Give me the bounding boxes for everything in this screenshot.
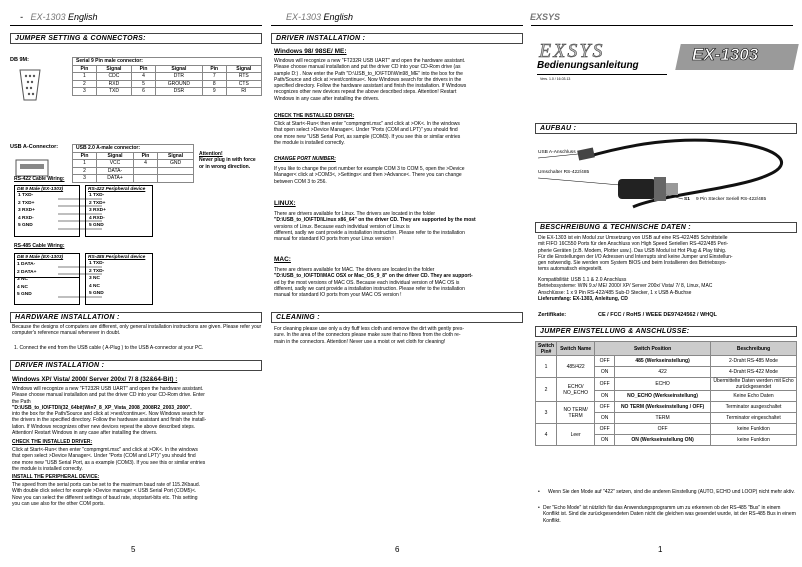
beschreibung-heading: BESCHREIBUNG & TECHNISCHE DATEN : — [535, 222, 797, 233]
text-line: different, sadly we cant provide a installation instruction. Please refer to the installation — [274, 229, 465, 236]
cell: 4 — [132, 73, 156, 81]
manual-title-rule — [537, 74, 667, 75]
install-peripheral-title: INSTALL THE PERIPHERAL DEVICE: — [12, 474, 100, 480]
cell — [133, 175, 157, 183]
table-row — [73, 80, 262, 88]
text-line: that open select >Device Manager<. Under "Ports (COM and LPT)" you should find — [274, 127, 458, 134]
usb-a-label: USB A-Connector: — [10, 144, 59, 150]
note-1: • Wenn Sie den Mode auf "422" setzen, sind die anderen Einstellung (AUTO, ECHO und LOOP) nicht mehr aktiv. — [538, 489, 795, 495]
cell: 6 — [132, 88, 156, 96]
note-2-text: Der "Echo Mode" ist nützlich für das Anwendungsprogramm um zu erkennen ob der RS-485 "Bus" in einem Konflikt ist. Sind die zurückgesendeten Daten nicht die gleichen was gesendet wurde, ist der RS-485 Bus in einem Konflikt. — [542, 505, 796, 524]
list-item: 3 NC — [17, 277, 28, 282]
cell: ON — [595, 413, 615, 424]
cell: Terminator ausgeschaltet — [711, 402, 797, 413]
hardware-installation-heading: HARDWARE INSTALLATION : — [10, 312, 262, 323]
text-line: manual for standard IO ports from your Linux version ! — [274, 236, 394, 243]
cell: OFF — [595, 356, 615, 367]
cell: 4-Draht RS-422 Mode — [711, 367, 797, 378]
text-line: Click at Start<-Run< then enter "compmgmt.msc" and click at >OK<. In the windows — [274, 121, 460, 127]
db9-connector-icon — [16, 68, 44, 107]
serial-head-signal1: Signal — [96, 65, 131, 73]
s1-label: S1 — [684, 197, 690, 202]
serial-table-title: Serial 9 Pin male connector: — [73, 58, 262, 66]
cell: ON — [595, 367, 615, 378]
cell: NO TERM/ TERM — [557, 402, 595, 424]
table-row — [536, 356, 797, 367]
table-row — [73, 88, 262, 96]
text-line: sample D:) . Now enter the Path "D:\USB_to_IO\FTDI\Win98_ME" into the box for the — [274, 70, 463, 77]
cell: 5 — [132, 80, 156, 88]
cell — [158, 175, 194, 183]
cell: RTS — [226, 73, 261, 81]
text-line: one more new "USB Serial Port, as sample (COM3). If you see this or similar entries — [274, 133, 461, 140]
header-left-code: EX-1303 — [30, 12, 66, 22]
rs422-right-head: RS-422 Peripheral device — [88, 187, 146, 192]
text-line: that open select >Device Manager<. Under "Ports (COM and LPT)" you should find — [12, 453, 196, 460]
cell: DTR — [155, 73, 202, 81]
cell: Leer — [557, 424, 595, 446]
cert-label: Zertifikate: — [538, 312, 567, 318]
spec-list — [538, 277, 798, 302]
rs485-wire-lines — [58, 263, 102, 303]
text-line: For cleaning please use only a dry fluff less cloth and remove the dirt with gently pres- — [274, 326, 465, 332]
device-photo — [538, 135, 798, 230]
table-row — [536, 402, 797, 413]
serial-head-signal3: Signal — [226, 65, 261, 73]
cell: NO TERM (Werkseinstellung / OFF) — [615, 402, 711, 413]
text-line: recognizes other new devices repeat the above described steps. Attention! Restart — [274, 89, 457, 96]
list-item: 5 GND — [89, 223, 104, 228]
rs485-wiring-label: RS-485 Cable Wiring: — [14, 243, 65, 249]
install-peripheral-text — [12, 482, 262, 507]
list-item: 5 GND — [89, 291, 104, 296]
driver-installation-heading-1: DRIVER INSTALLATION : — [10, 360, 262, 371]
product-name: EX-1303 — [692, 45, 759, 64]
text-line: Windows in any case after installing the drivers. — [274, 95, 380, 102]
attention-text: Never plug in with force or in wrong direction. — [199, 157, 256, 170]
db9-label: DB 9M: — [10, 57, 29, 63]
note-2: • Der "Echo Mode" ist nützlich für das Anwendungsprogramm um zu erkennen ob der RS-485 "Bus" in einem Konflikt ist. Sind die zurückgesendeten Daten nicht die gleichen was gesendet wurde, ist der RS-485 Bus in einem Konflikt. — [538, 505, 796, 524]
mac-text — [274, 267, 524, 298]
cleaning-text — [274, 326, 524, 345]
text-line: "D:\USB_to_IO\FTDI\(32_64bit)Win7_8_XP_Vista_2008_2008R2_2003_2000". — [12, 404, 192, 411]
cell: ON — [595, 391, 615, 402]
cell: GND — [158, 160, 194, 168]
header-mid-code: EX-1303 — [286, 12, 322, 22]
hardware-text: Because the designs of computers are different, only general installation instructions are given. Please refer your computer's reference manual whenever in doubt. — [12, 324, 262, 337]
text-line: one more new "USB Serial Port, as a example (COM3). If you see this or similar entries — [12, 459, 206, 466]
table-row — [73, 160, 194, 168]
text-line: Windows will recognize a new "FT232R USB UART" and open the hardware assistant. — [274, 58, 466, 64]
text-line: With double click select for example >Device manager < USB Serial Port (COM5)<. — [12, 488, 197, 495]
header-rule-1 — [10, 25, 262, 26]
list-item: 1 TXD- — [18, 193, 34, 198]
table-row — [73, 175, 194, 183]
windows-xp-title: Windows XP/ Vista/ 2000/ Server 200x/ 7/ 8 (32&64-Bit) : — [12, 376, 178, 383]
cell: GROUND — [155, 80, 202, 88]
text-line: "D:\USB_to_IO\FTDI\Linux x86_64" on the driver CD. They are supported by the most — [274, 217, 476, 224]
cell: VCC — [97, 160, 134, 168]
header-left-lang: English — [68, 12, 98, 22]
spec-connectors: Anschlüsse: 1 x 9 Pin RS-422/485 Sub-D Stecker, 1 x USB A-Buchse — [538, 289, 692, 296]
cell: Keine Echo Daten — [711, 391, 797, 402]
text-line: Click at Start<-Run< then enter "compmgmt.msc" and click at >OK<. In the windows — [12, 447, 198, 453]
cell: TXD — [96, 88, 131, 96]
text-line: into the box for the Path/Source and click at >next/continue<. Now Windows search for — [12, 411, 204, 418]
switch-table — [535, 341, 797, 446]
serial-pin-table — [72, 57, 262, 96]
cell: 422 — [615, 367, 711, 378]
page-number-2: 6 — [395, 545, 400, 554]
cell: 3 — [73, 88, 97, 96]
usb-table-title: USB 2.0 A-male connector: — [73, 145, 194, 153]
text-line: If you like to change the port number for example COM 3 to COM 5, open the >Device — [274, 166, 465, 172]
text-line: Please choose manual installation and put the driver CD into your CD-Rom drive (as — [274, 64, 461, 71]
cell: 3 — [73, 175, 97, 183]
text-line: Attention! Restart Windows in any case after installing the drivers. — [12, 430, 158, 437]
list-item: 3 RXD+ — [18, 208, 35, 213]
text-line: Please choose manual installation and put the driver CD into your CD-Rom drive. Enter — [12, 392, 205, 399]
cell: NO_ECHO (Werkseinstellung) — [615, 391, 711, 402]
cell — [158, 167, 194, 175]
cell: 2 — [536, 378, 557, 402]
text-line: Windows will recognize a new "FT232R USB UART" and open the hardware assistant. — [12, 386, 204, 392]
text-line: sure. In the area of the connectors please make sure that no fibres from the cloth re- — [274, 332, 461, 339]
cell: 4 — [536, 424, 557, 446]
text-line: the drivers in the specified directory. Follow the hardware assistant and finish the install- — [12, 417, 207, 424]
cleaning-heading: CLEANING : — [271, 312, 523, 323]
usb-head-pin2: Pin — [133, 152, 157, 160]
cell: 4 — [133, 160, 157, 168]
list-item: 1 DATA- — [17, 262, 36, 267]
header-left: - EX-1303 English — [20, 12, 98, 22]
cell: DSR — [155, 88, 202, 96]
rs485-right-head: RS-485 Peripheral device — [88, 255, 146, 260]
cell: OFF — [615, 424, 711, 435]
header-mid-lang: English — [323, 12, 354, 22]
cell: OFF — [595, 424, 615, 435]
list-item: 3 NC — [89, 276, 100, 281]
rs422-wire-lines — [58, 195, 102, 235]
page-number-3: 1 — [658, 545, 663, 554]
serial-head-signal2: Signal — [155, 65, 202, 73]
cell: 2-Draht RS-485 Mode — [711, 356, 797, 367]
header-mid — [286, 12, 353, 22]
windows-98-title: Windows 98/ 98SE/ ME: — [274, 48, 347, 55]
cell: keine Funktion — [711, 424, 797, 435]
cell: CDC — [96, 73, 131, 81]
table-row — [536, 424, 797, 435]
text-line: manual for standard IO ports from your MAC OS version ! — [274, 292, 402, 299]
cell: 7 — [202, 73, 226, 81]
sw-head-position: Switch Position — [595, 342, 711, 356]
jumper-einstellung-heading: JUMPER EINSTELLUNG & ANSCHLÜSSE: — [535, 326, 797, 337]
text-line: pherie Geräten (z.B. Modem, Plotter usw.). Das USB Modul ist Hot Plug & Play fähig. — [538, 247, 727, 254]
version-text: Vers. 1.0 / 16.03.13 — [540, 77, 571, 81]
rs485-left-head: DB 9 Male (EX-1303) — [17, 255, 64, 260]
svg-text:EXSYS: EXSYS — [539, 40, 605, 62]
cell: 1 — [536, 356, 557, 378]
cell: 485/422 — [557, 356, 595, 378]
header-rule-2 — [271, 25, 523, 26]
text-line: gen notwendig. Sie werden vom System BIOS und beim Installieren des Betriebssys- — [538, 260, 727, 267]
text-line: There are drivers available for MAC. The drivers are located in the folder — [274, 267, 435, 273]
sw-head-desc: Beschreibung — [711, 342, 797, 356]
linux-text — [274, 211, 524, 242]
cell: DATA- — [97, 167, 134, 175]
check-driver-title-2: CHECK THE INSTALLED DRIVER: — [274, 113, 355, 119]
usb-head-pin1: Pin — [73, 152, 97, 160]
cell: 2 — [73, 80, 97, 88]
text-line: Now you can select the different settings of baud rate, stopstart-bits etc. This setting — [12, 494, 198, 501]
cell: 3 — [536, 402, 557, 424]
text-line: different, sadly we cant provide a installation instruction. Please refer to the installation — [274, 285, 465, 292]
cell: 1 — [73, 73, 97, 81]
serial-head-pin3: Pin — [202, 65, 226, 73]
cell: Übermittelte Daten werden mit Echo zurückgesendet — [711, 378, 797, 391]
text-line: the module is installed correctly. — [12, 465, 83, 472]
manual-title: Bedienungsanleitung — [537, 60, 639, 71]
list-item: 1 TXD- — [89, 261, 105, 266]
cell: RXD — [96, 80, 131, 88]
usb-a-callout: USB A-Anschluss — [538, 150, 576, 155]
text-line: There are drivers available for Linux. The drivers are located in the folder — [274, 211, 436, 217]
header-rule-3 — [531, 25, 793, 26]
list-item: 2 TXD+ — [89, 200, 106, 206]
text-line: Manager< click at >COM3<, >Settings< and then >Advance<. There you can change — [274, 172, 462, 179]
cell: 9 — [202, 88, 226, 96]
text-line: main in the connectors. Attention! Never use a moist or wet cloth for cleaning! — [274, 338, 446, 345]
rs422-left-head: DB 9 Male (EX-1303) — [17, 187, 64, 192]
rs422-wiring-label: RS-422 Cable Wiring: — [14, 176, 65, 182]
list-item: 2 DATA+ — [17, 269, 37, 275]
list-item: 2 TXD+ — [18, 200, 35, 206]
change-port-title: CHANGE PORT NUMBER: — [274, 156, 336, 162]
check-driver-title-1: CHECK THE INSTALLED DRIVER: — [12, 439, 93, 445]
usb-pin-table — [72, 144, 194, 183]
mac-title: MAC: — [274, 256, 291, 263]
text-line: Die EX-1303 ist ein Modul zur Umsetzung von USB auf eine RS-422/485 Schnittstelle — [538, 235, 728, 241]
spec-compat: Kompatibilität: USB 1.1 & 2.0 Anschluss — [538, 277, 627, 283]
cell: ECHO — [615, 378, 711, 391]
text-line: you can use also for the other COM ports. — [12, 500, 105, 507]
usb-head-signal2: Signal — [158, 152, 194, 160]
list-item: 4 NC — [17, 284, 28, 290]
cell: 2 — [73, 167, 97, 175]
change-port-text — [274, 166, 524, 185]
page-number-1: 5 — [131, 545, 136, 554]
cell: RI — [226, 88, 261, 96]
cert-value: CE / FCC / RoHS / WEEE DE97424562 / WHQL — [598, 312, 717, 318]
cell: Terminator eingeschaltet — [711, 413, 797, 424]
cell — [133, 167, 157, 175]
text-line: The speed from the serial ports can be set to the maximum baud rate of 115.2Kbaud. — [12, 482, 201, 488]
text-line: Für die Einstellungen der I/O Adressen und Interrupts sind keine Jumper und Einstellun- — [538, 253, 733, 260]
table-row — [536, 378, 797, 391]
check-driver-text-2 — [274, 121, 524, 146]
cell: keine Funktion — [711, 435, 797, 446]
list-item: 5 GND — [17, 292, 32, 297]
table-row — [73, 73, 262, 81]
cell: 485 (Werkseinstellung) — [615, 356, 711, 367]
linux-title: LINUX: — [274, 200, 296, 207]
cell: OFF — [595, 378, 615, 391]
text-line: "D:\USB_to_IO\FTDI\MAC OSX or Mac_OS_9_8" on the driver CD. They are support- — [274, 273, 473, 280]
jumper-setting-heading: JUMPER SETTING & CONNECTORS: — [10, 33, 262, 44]
text-line: ed by the most versions of MAC OS. Because each individual version of MAC OS is — [274, 279, 460, 286]
text-line: between COM 3 to 256. — [274, 178, 327, 185]
text-line: tems automatisch eingestellt. — [538, 266, 603, 273]
header-right-brand: EXSYS — [530, 12, 561, 22]
sw-head-name: Switch Name — [557, 342, 595, 356]
text-line: the Path — [12, 398, 31, 405]
hardware-step-1: 1. Connect the end from the USB cable ( A-Plug ) to the USB A-connector at your PC. — [14, 345, 204, 351]
attention-note — [199, 151, 259, 170]
text-line: versions of Linux. Because each individual version of Linux is — [274, 223, 410, 230]
cell: CTS — [226, 80, 261, 88]
text-line: mit FIFO 16C550 Ports für den Anschluss von High Speed Seriellen RS-422/485 Peri- — [538, 241, 729, 248]
text-line: Path/Source and click at >next/continue<. Now Windows search for the drivers in the — [274, 76, 462, 83]
spec-scope: Lieferumfang: EX-1303, Anleitung, CD — [538, 295, 628, 302]
text-line: the module is installed correctly. — [274, 139, 345, 146]
driver-installation-heading-2: DRIVER INSTALLATION : — [271, 33, 523, 44]
list-item: 4 RXD- — [89, 215, 105, 221]
serial-head-pin1: Pin — [73, 65, 97, 73]
text-line: lation. If Windows recognizes other new devices repeat the above described steps. — [12, 423, 196, 430]
attention-title: Attention! — [199, 151, 223, 157]
cell: ON (Werkseinstellung ON) — [615, 435, 711, 446]
s1-callout: 9 Pin Stecker Seriell RS-422/485 — [696, 197, 767, 202]
aufbau-heading: AUFBAU : — [535, 123, 797, 134]
cell: DATA+ — [97, 175, 134, 183]
spec-os: Betriebssysteme: WIN 9.x/ ME/ 2000/ XP/ Server 200x/ Vista/ 7/ 8, Linux, MAC — [538, 283, 713, 290]
usb-head-signal1: Signal — [97, 152, 134, 160]
list-item: 4 RXD- — [18, 215, 34, 221]
cell: TERM — [615, 413, 711, 424]
windows-98-text — [274, 58, 524, 102]
check-driver-text-1 — [12, 447, 262, 472]
text-line: specified directory. Follow the hardware assistant and finish the installation. If Windows — [274, 83, 467, 90]
cell: ON — [595, 435, 615, 446]
cell: ECHO/ NO_ECHO — [557, 378, 595, 402]
serial-head-pin2: Pin — [132, 65, 156, 73]
list-item: 4 NC — [89, 283, 100, 289]
cell: 1 — [73, 160, 97, 168]
note-1-text: Wenn Sie den Mode auf "422" setzen, sind die anderen Einstellung (AUTO, ECHO und LOOP) nicht mehr aktiv. — [548, 489, 795, 495]
beschreibung-text — [538, 235, 798, 273]
cell: OFF — [595, 402, 615, 413]
sw-head-pin: Switch Pin# — [536, 342, 557, 356]
list-item: 1 TXD- — [89, 193, 105, 198]
list-item: 3 RXD+ — [89, 208, 106, 213]
table-row — [73, 167, 194, 175]
windows-xp-text — [12, 386, 262, 436]
list-item: 2 TXD- — [89, 268, 105, 274]
rs-switch-callout: Umschalter RS-422/485 — [538, 170, 590, 175]
cell: 8 — [202, 80, 226, 88]
list-item: 5 GND — [18, 223, 33, 228]
